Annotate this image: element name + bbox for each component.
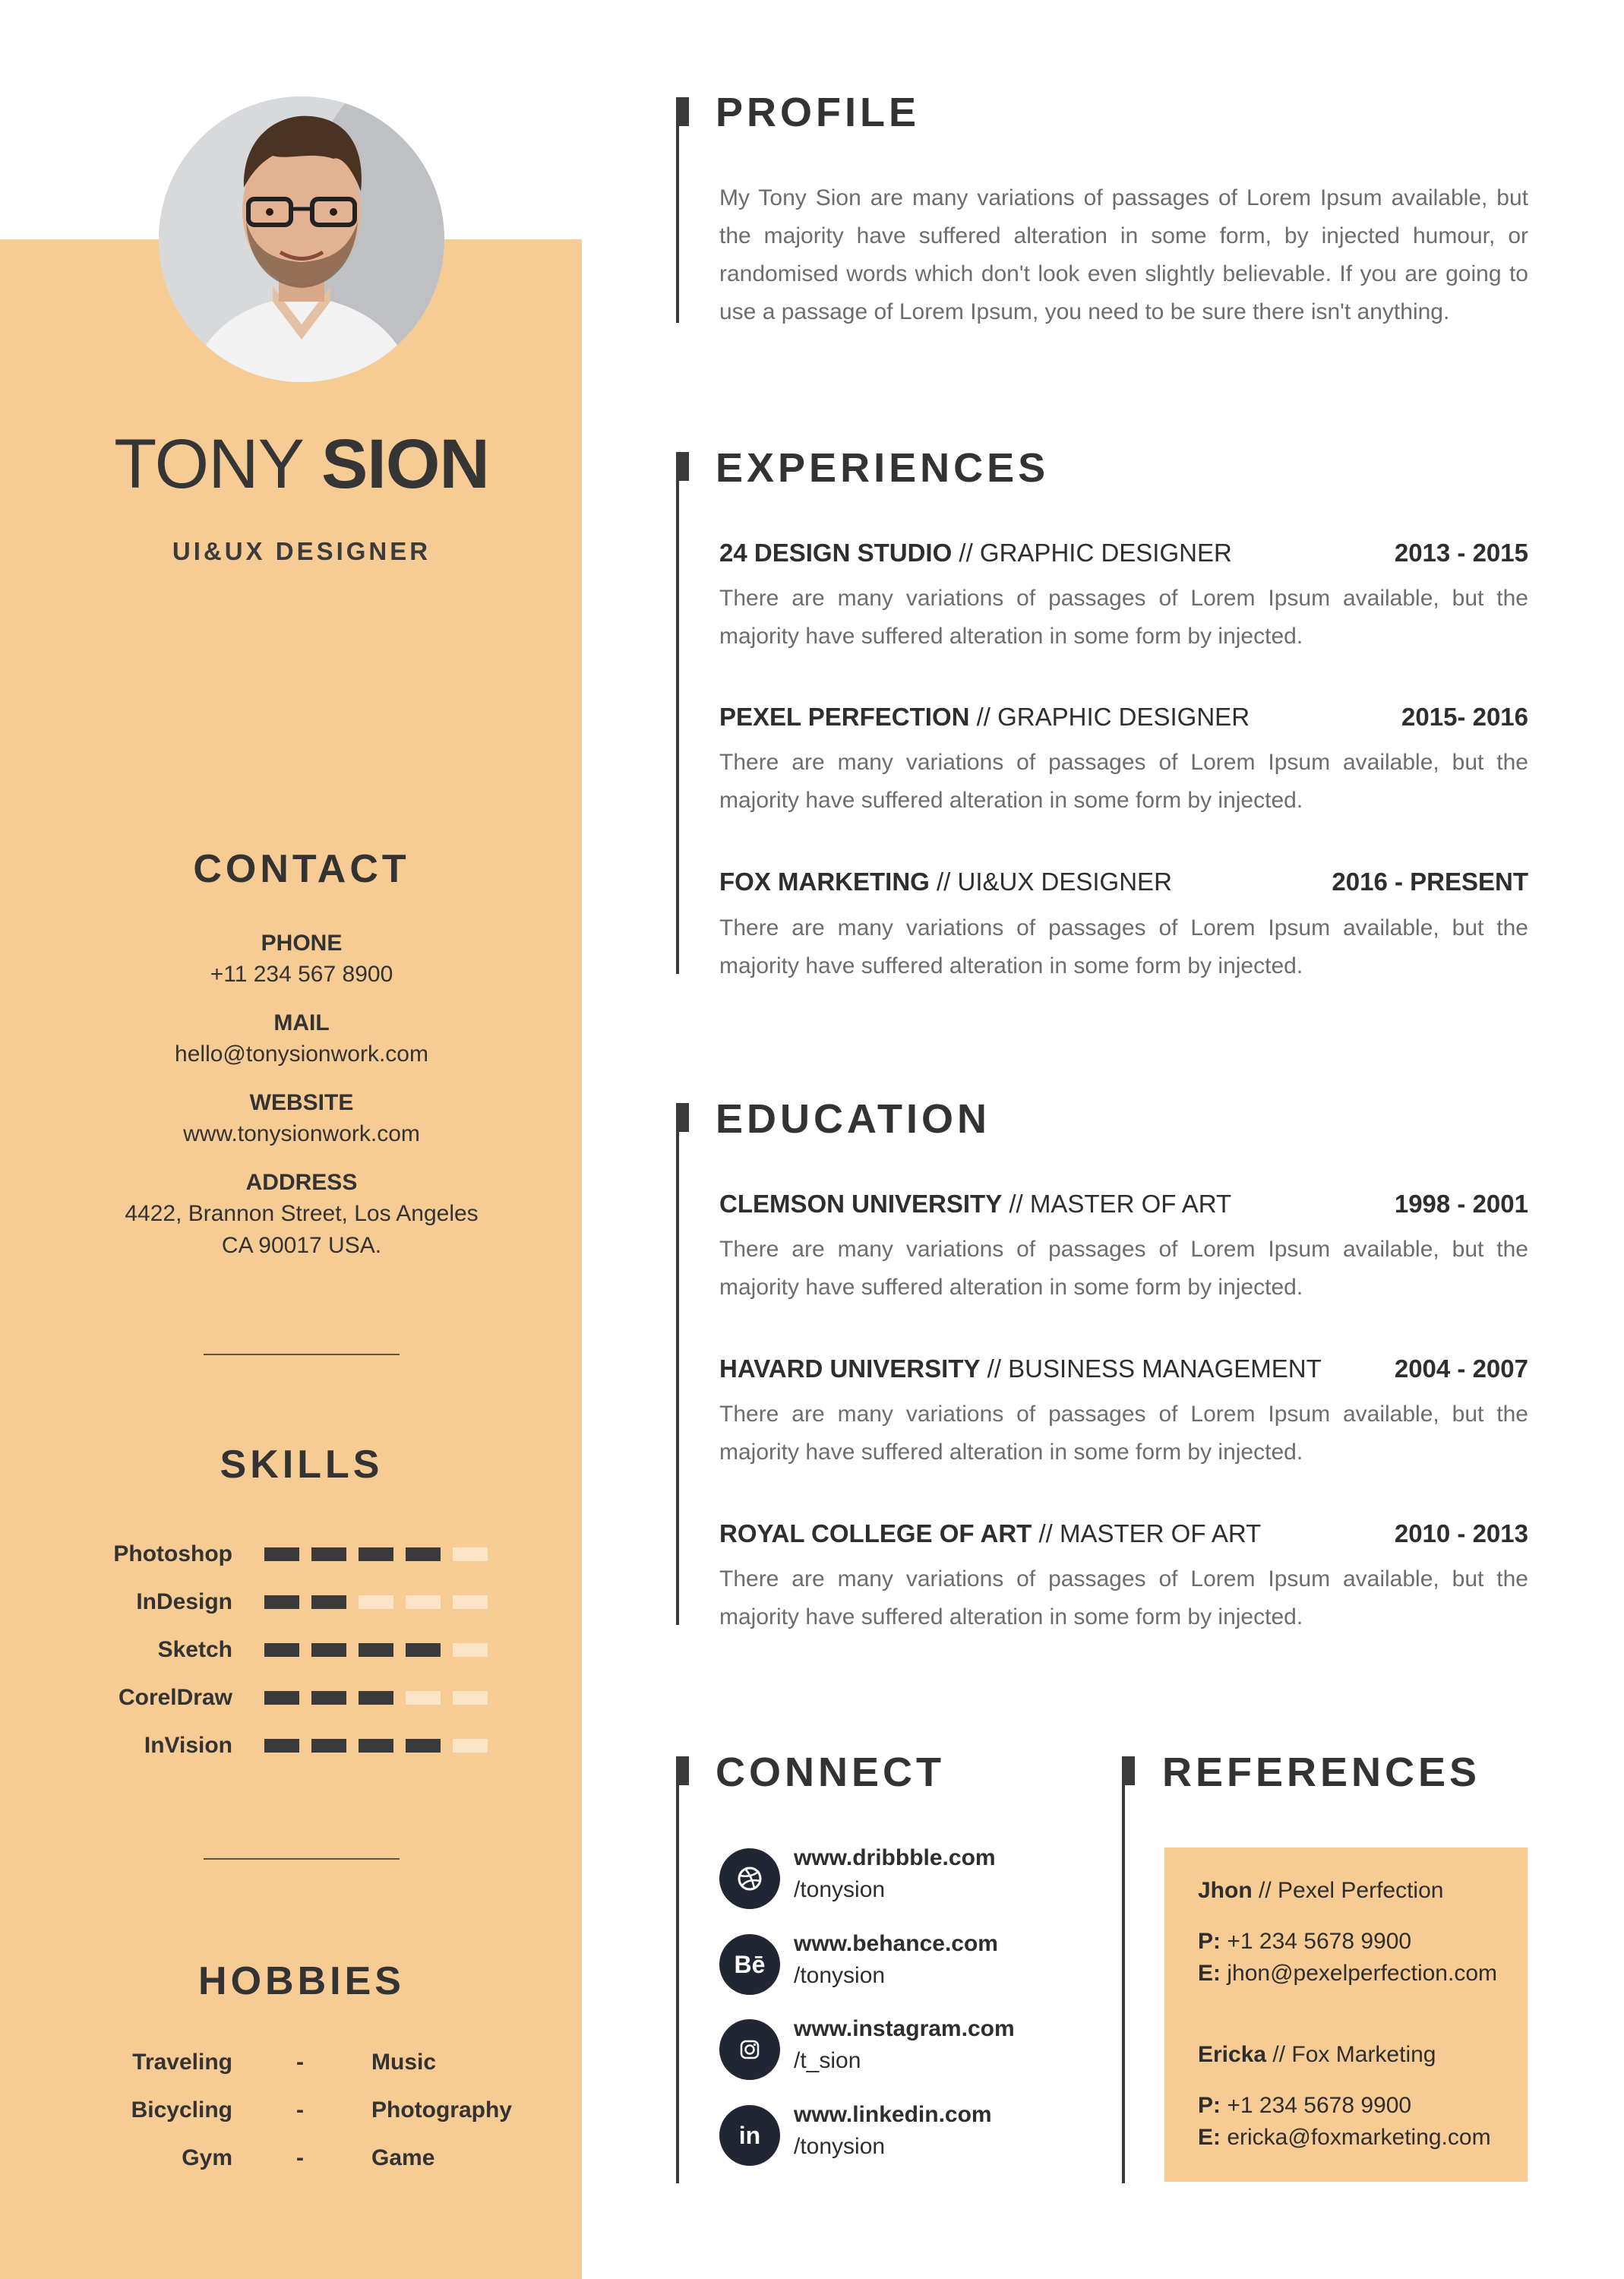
skill-bar-empty	[453, 1643, 488, 1657]
address-line-1: 4422, Brannon Street, Los Angeles	[125, 1201, 479, 1226]
connect-handle: /tonysion	[794, 1877, 886, 1902]
section-rule	[1122, 1756, 1125, 2183]
skill-level-meter	[264, 1691, 500, 1705]
skill-bar-filled	[264, 1691, 299, 1705]
contact-address	[0, 1168, 603, 1262]
email-prefix: E:	[1198, 2125, 1221, 2150]
skill-bar-filled	[264, 1547, 299, 1561]
experience-entry-heading	[719, 865, 1528, 899]
experience-description: There are many variations of passages of Lorem Ipsum available, but the majority have suffered alteration in some form by injected.	[719, 915, 1528, 978]
skill-bar-filled	[406, 1547, 441, 1561]
date-range: 2016 - PRESENT	[1332, 868, 1528, 896]
skill-bar-filled	[264, 1739, 299, 1753]
reference-name	[1198, 2039, 1436, 2071]
degree: MASTER OF ART	[1060, 1519, 1262, 1547]
education-heading: EDUCATION	[716, 1096, 991, 1142]
skill-bar-filled	[406, 1739, 441, 1753]
phone-prefix: P:	[1198, 1929, 1221, 1954]
skill-row	[0, 1683, 603, 1731]
reference-separator: //	[1252, 1878, 1278, 1903]
school-name: HAVARD UNIVERSITY	[719, 1354, 981, 1383]
phone-value[interactable]: +11 234 567 8900	[210, 962, 393, 987]
education-entry-heading	[719, 1187, 1528, 1221]
hobby-row	[0, 2143, 603, 2191]
school-name: ROYAL COLLEGE OF ART	[719, 1519, 1032, 1547]
connect-site[interactable]: www.dribbble.com	[794, 1845, 996, 1870]
date-range: 1998 - 2001	[1394, 1190, 1528, 1218]
degree: BUSINESS MANAGEMENT	[1008, 1354, 1322, 1383]
skill-row	[0, 1587, 603, 1635]
mail-value[interactable]: hello@tonysionwork.com	[175, 1042, 428, 1067]
hobby-separator: -	[296, 2145, 304, 2170]
skill-level-meter	[264, 1643, 500, 1657]
email-prefix: E:	[1198, 1961, 1221, 1986]
experience-entry-heading	[719, 536, 1528, 570]
skill-bar-empty	[406, 1595, 441, 1609]
phone-prefix: P:	[1198, 2093, 1221, 2118]
skill-row	[0, 1731, 603, 1778]
experience-entry-heading	[719, 700, 1528, 734]
skill-bar-filled	[311, 1595, 346, 1609]
reference-email-value[interactable]: jhon@pexelperfection.com	[1227, 1961, 1497, 1986]
contact-mail	[0, 1008, 603, 1070]
heading-separator: //	[1032, 1519, 1060, 1547]
instagram-icon	[719, 2019, 780, 2080]
skill-name: InVision	[144, 1733, 232, 1758]
heading-separator: //	[929, 868, 958, 896]
profile-heading: PROFILE	[716, 90, 921, 135]
person-name	[0, 425, 603, 503]
skill-bar-filled	[359, 1691, 393, 1705]
skill-bar-filled	[311, 1547, 346, 1561]
skill-name: InDesign	[136, 1589, 232, 1614]
skill-level-meter	[264, 1595, 500, 1609]
references-card	[1164, 1848, 1528, 2182]
skill-bar-filled	[311, 1643, 346, 1657]
date-range: 2013 - 2015	[1394, 539, 1528, 567]
profile-text: My Tony Sion are many variations of passages of Lorem Ipsum available, but the majority have suffered alteration in some form, by injected humour, or randomised words which don't look even slightly believable. If you are going to use a passage of Lorem Ipsum, you need to be sure there isn't anything.	[719, 185, 1528, 324]
skill-bar-filled	[264, 1643, 299, 1657]
hobby-row	[0, 2095, 603, 2143]
company-name: 24 DESIGN STUDIO	[719, 539, 953, 567]
dribbble-icon	[719, 1848, 780, 1909]
skill-row	[0, 1539, 603, 1587]
hobby-item: Photography	[371, 2097, 512, 2123]
hobbies-list	[0, 2047, 603, 2191]
connect-handle: /tonysion	[794, 1963, 886, 1988]
connect-site[interactable]: www.behance.com	[794, 1931, 998, 1956]
date-range: 2004 - 2007	[1394, 1354, 1528, 1383]
reference-email	[1198, 1958, 1497, 1990]
reference-person: Jhon	[1198, 1878, 1253, 1903]
reference-phone	[1198, 2090, 1411, 2122]
reference-email-value[interactable]: ericka@foxmarketing.com	[1227, 2125, 1491, 2150]
education-description: There are many variations of passages of Lorem Ipsum available, but the majority have suffered alteration in some form by injected.	[719, 1402, 1528, 1465]
skills-heading: SKILLS	[220, 1443, 384, 1487]
education-description: There are many variations of passages of Lorem Ipsum available, but the majority have suffered alteration in some form by injected.	[719, 1237, 1528, 1300]
school-name: CLEMSON UNIVERSITY	[719, 1190, 1003, 1218]
reference-separator: //	[1266, 2042, 1292, 2067]
experiences-heading: EXPERIENCES	[716, 445, 1050, 491]
section-rule	[676, 452, 679, 974]
job-title: GRAPHIC DESIGNER	[997, 703, 1250, 731]
contact-website	[0, 1088, 603, 1150]
reference-phone-value[interactable]: +1 234 5678 9900	[1227, 1929, 1412, 1954]
contact-heading: CONTACT	[193, 847, 410, 891]
portrait-image	[159, 96, 444, 382]
reference-company: Pexel Perfection	[1278, 1878, 1444, 1903]
website-label: WEBSITE	[249, 1090, 354, 1115]
section-rule	[676, 1103, 679, 1625]
hobby-item: Traveling	[132, 2050, 232, 2075]
reference-person: Ericka	[1198, 2042, 1267, 2067]
skill-name: CorelDraw	[118, 1685, 232, 1710]
sidebar-divider	[204, 1858, 400, 1860]
skill-bar-filled	[311, 1691, 346, 1705]
section-rule-cap	[676, 452, 689, 481]
date-range: 2010 - 2013	[1394, 1519, 1528, 1547]
heading-separator: //	[969, 703, 998, 731]
section-rule-cap	[676, 1103, 689, 1132]
reference-company: Fox Marketing	[1291, 2042, 1436, 2067]
skill-bar-filled	[406, 1643, 441, 1657]
skill-bar-empty	[453, 1547, 488, 1561]
sidebar-divider	[204, 1354, 400, 1355]
hobby-row	[0, 2047, 603, 2095]
section-rule-cap	[676, 97, 689, 126]
section-rule-cap	[1122, 1756, 1135, 1785]
reference-phone-value[interactable]: +1 234 5678 9900	[1227, 2093, 1412, 2118]
address-label: ADDRESS	[245, 1170, 358, 1195]
hobby-item: Game	[371, 2145, 435, 2170]
skill-name: Sketch	[157, 1637, 232, 1662]
behance-icon: Bē	[719, 1934, 780, 1995]
hobby-item: Music	[371, 2050, 437, 2075]
connect-handle: /tonysion	[794, 2134, 886, 2159]
job-title: GRAPHIC DESIGNER	[979, 539, 1232, 567]
connect-site[interactable]: www.instagram.com	[794, 2016, 1015, 2041]
phone-label: PHONE	[261, 931, 343, 956]
skill-level-meter	[264, 1547, 500, 1561]
skill-bar-filled	[264, 1595, 299, 1609]
experience-description: There are many variations of passages of Lorem Ipsum available, but the majority have suffered alteration in some form by injected.	[719, 750, 1528, 813]
education-entry-heading	[719, 1517, 1528, 1550]
date-range: 2015- 2016	[1401, 703, 1528, 731]
education-description: There are many variations of passages of Lorem Ipsum available, but the majority have suffered alteration in some form by injected.	[719, 1566, 1528, 1629]
skill-level-meter	[264, 1739, 500, 1753]
company-name: FOX MARKETING	[719, 868, 930, 896]
skill-bar-filled	[359, 1643, 393, 1657]
hobby-separator: -	[296, 2050, 304, 2075]
experience-description: There are many variations of passages of Lorem Ipsum available, but the majority have suffered alteration in some form by injected.	[719, 586, 1528, 649]
hobby-item: Bicycling	[131, 2097, 232, 2123]
profile-photo	[159, 96, 444, 382]
section-rule	[676, 97, 679, 323]
skill-bar-empty	[453, 1595, 488, 1609]
hobby-separator: -	[296, 2097, 304, 2123]
reference-email	[1198, 2122, 1491, 2154]
connect-heading: CONNECT	[716, 1750, 945, 1795]
contact-phone	[0, 928, 603, 991]
heading-separator: //	[1002, 1190, 1030, 1218]
education-entry-heading	[719, 1352, 1528, 1386]
reference-name	[1198, 1875, 1443, 1907]
skill-bar-empty	[453, 1739, 488, 1753]
last-name: SION	[321, 425, 489, 503]
connect-handle: /t_sion	[794, 2048, 861, 2073]
hobbies-heading: HOBBIES	[198, 1959, 405, 2003]
address-line-2: CA 90017 USA.	[221, 1233, 382, 1258]
skill-bar-filled	[311, 1739, 346, 1753]
heading-separator: //	[980, 1354, 1009, 1383]
skill-bar-empty	[453, 1691, 488, 1705]
reference-phone	[1198, 1926, 1411, 1958]
skill-bar-filled	[359, 1547, 393, 1561]
skill-bar-filled	[359, 1739, 393, 1753]
mail-label: MAIL	[273, 1010, 330, 1035]
job-title: UI&UX DESIGNER	[957, 868, 1172, 896]
skill-row	[0, 1635, 603, 1683]
section-rule	[676, 1756, 679, 2183]
references-heading: REFERENCES	[1162, 1750, 1481, 1795]
degree: MASTER OF ART	[1029, 1190, 1232, 1218]
hobby-item: Gym	[182, 2145, 232, 2170]
website-value[interactable]: www.tonysionwork.com	[183, 1121, 420, 1146]
heading-separator: //	[952, 539, 980, 567]
skills-list	[0, 1539, 603, 1778]
skill-name: Photoshop	[113, 1541, 232, 1566]
connect-site[interactable]: www.linkedin.com	[794, 2102, 992, 2127]
skill-bar-empty	[406, 1691, 441, 1705]
skill-bar-empty	[359, 1595, 393, 1609]
person-role: UI&UX DESIGNER	[172, 537, 431, 565]
section-rule-cap	[676, 1756, 689, 1785]
linkedin-icon: in	[719, 2105, 780, 2166]
first-name: TONY	[114, 425, 303, 503]
company-name: PEXEL PERFECTION	[719, 703, 970, 731]
